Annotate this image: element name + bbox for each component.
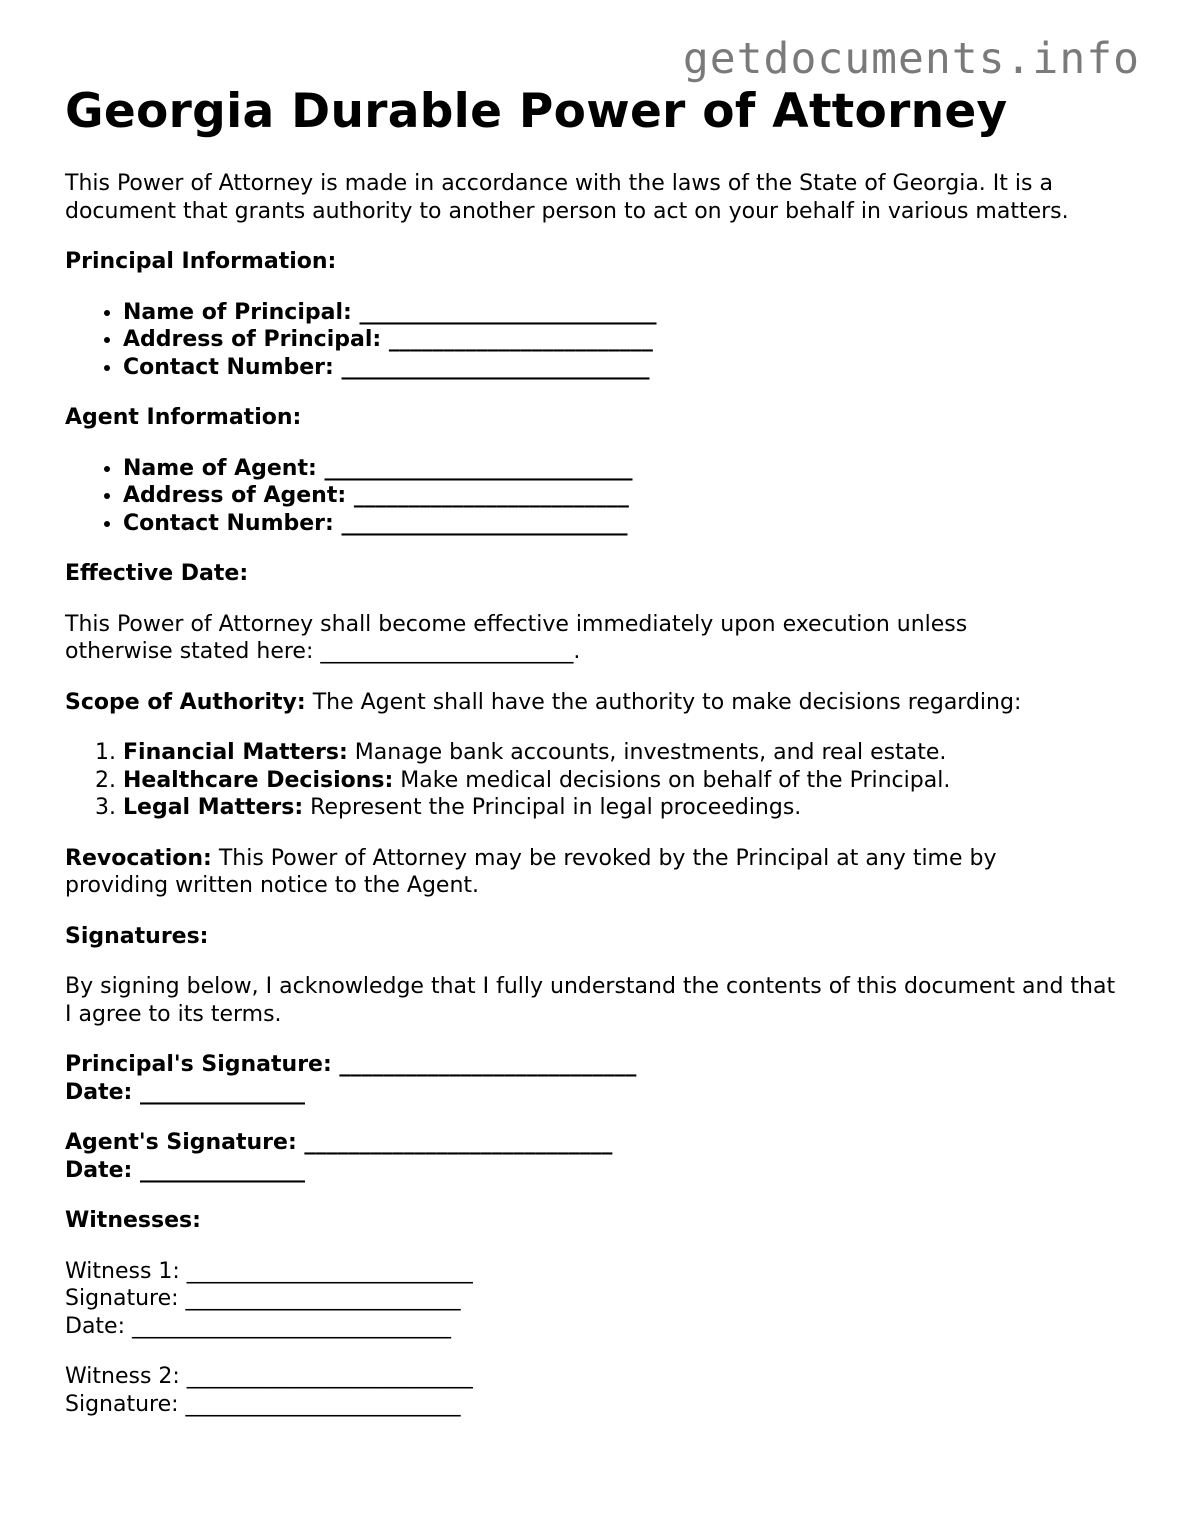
revocation-paragraph: [65, 845, 1065, 900]
agent-signature-field[interactable]: Agent's Signature: ____________________________: [65, 1130, 613, 1155]
witness-2-signature-field[interactable]: Signature: _________________________: [65, 1391, 461, 1417]
agent-date-field[interactable]: Date: _______________: [65, 1157, 306, 1183]
scope-item-label: Healthcare Decisions:: [123, 767, 394, 793]
scope-item-text: Manage bank accounts, investments, and real estate.: [347, 740, 947, 765]
list-item: [123, 794, 1125, 822]
scope-text: The Agent shall have the authority to make decisions regarding:: [305, 689, 1022, 715]
principal-info-list: [65, 299, 1125, 382]
principal-name-label: Name of Principal: ___________________________: [123, 299, 657, 325]
effective-date-text-1: This Power of Attorney shall become effective immediately upon execution unless: [65, 611, 968, 637]
list-item: [123, 767, 1125, 795]
scope-label: Scope of Authority:: [65, 689, 306, 715]
principal-contact-label: Contact Number: ____________________________: [123, 354, 650, 380]
agent-contact-label: Contact Number: __________________________: [123, 510, 628, 536]
principal-address-field[interactable]: [123, 326, 1125, 354]
principal-name-field[interactable]: [123, 299, 1125, 327]
agent-info-list: [65, 455, 1125, 538]
scope-paragraph: [65, 689, 1125, 717]
document-title: Georgia Durable Power of Attorney: [65, 84, 1008, 139]
effective-date-heading: Effective Date:: [65, 561, 249, 586]
watermark: getdocuments.info: [682, 34, 1140, 84]
effective-date-field[interactable]: otherwise stated here: _______________________.: [65, 639, 581, 664]
principal-signature-field[interactable]: Principal's Signature: ___________________________: [65, 1052, 637, 1077]
witness-1-name-field[interactable]: Witness 1: __________________________: [65, 1258, 473, 1284]
principal-date-field[interactable]: Date: _______________: [65, 1079, 306, 1105]
agent-contact-field[interactable]: [123, 510, 1125, 538]
agent-name-field[interactable]: [123, 455, 1125, 483]
list-item: [123, 739, 1125, 767]
witnesses-heading: Witnesses:: [65, 1208, 201, 1233]
witness-2-name-field[interactable]: Witness 2: __________________________: [65, 1364, 473, 1389]
principal-info-heading: Principal Information:: [65, 249, 337, 274]
agent-address-label: Address of Agent: _________________________: [123, 483, 629, 508]
document-page: [65, 84, 1125, 1418]
signatures-paragraph: By signing below, I acknowledge that I fully understand the contents of this document and that I agree to its terms.: [65, 974, 1116, 1027]
scope-list: [65, 739, 1125, 822]
principal-address-label: Address of Principal: ________________________: [123, 327, 653, 352]
witness-2-block: [65, 1363, 1125, 1418]
witness-1-date-field[interactable]: Date: _____________________________: [65, 1313, 451, 1339]
revocation-text: This Power of Attorney may be revoked by the Principal at any time by providing written notice to the Agent.: [65, 845, 997, 898]
agent-address-field[interactable]: [123, 482, 1125, 510]
agent-signature-block: [65, 1129, 1125, 1184]
agent-info-heading: Agent Information:: [65, 405, 302, 430]
effective-date-paragraph: [65, 611, 1125, 666]
revocation-label: Revocation:: [65, 845, 212, 871]
scope-item-label: Financial Matters:: [123, 740, 348, 765]
agent-name-label: Name of Agent: ____________________________: [123, 455, 633, 481]
scope-item-text: Make medical decisions on behalf of the Principal.: [393, 767, 951, 793]
scope-item-text: Represent the Principal in legal proceedings.: [303, 795, 802, 820]
scope-item-label: Legal Matters:: [123, 795, 304, 820]
witness-1-signature-field[interactable]: Signature: _________________________: [65, 1286, 461, 1311]
signatures-heading: Signatures:: [65, 923, 209, 949]
intro-paragraph: This Power of Attorney is made in accordance with the laws of the State of Georgia. It is a document that grants authority to another person to act on your behalf in various matters.: [65, 171, 1069, 224]
principal-contact-field[interactable]: [123, 354, 1125, 382]
witness-1-block: [65, 1258, 1125, 1341]
principal-signature-block: [65, 1051, 1125, 1106]
